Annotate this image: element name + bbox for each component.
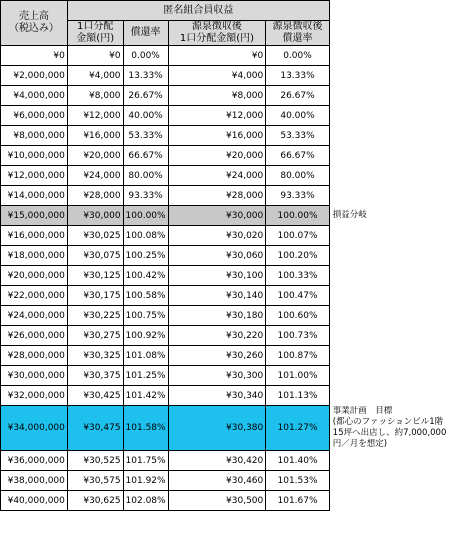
cell-sales: ¥28,000,000 <box>1 346 68 366</box>
cell-after-tax-distribution: ¥24,000 <box>168 166 266 186</box>
cell-after-tax-rate: 100.47% <box>266 286 330 306</box>
cell-after-tax-distribution: ¥28,000 <box>168 186 266 206</box>
cell-after-tax-distribution: ¥0 <box>168 46 266 66</box>
cell-distribution: ¥30,575 <box>67 471 123 491</box>
table-row <box>1 266 456 286</box>
cell-repay-rate: 101.25% <box>123 366 168 386</box>
cell-after-tax-rate: 100.73% <box>266 326 330 346</box>
row-note <box>329 471 455 491</box>
table-row <box>1 386 456 406</box>
row-note <box>329 166 455 186</box>
table-row <box>1 206 456 226</box>
table-row <box>1 471 456 491</box>
cell-repay-rate: 40.00% <box>123 106 168 126</box>
cell-after-tax-distribution: ¥16,000 <box>168 126 266 146</box>
cell-after-tax-distribution: ¥30,220 <box>168 326 266 346</box>
cell-distribution: ¥20,000 <box>67 146 123 166</box>
row-note <box>329 126 455 146</box>
cell-sales: ¥18,000,000 <box>1 246 68 266</box>
row-note <box>329 186 455 206</box>
cell-sales: ¥36,000,000 <box>1 451 68 471</box>
header-repay-rate: 償還率 <box>123 21 168 46</box>
cell-distribution: ¥30,125 <box>67 266 123 286</box>
row-note <box>329 306 455 326</box>
row-note <box>329 246 455 266</box>
row-note <box>329 366 455 386</box>
cell-repay-rate: 100.58% <box>123 286 168 306</box>
cell-repay-rate: 100.75% <box>123 306 168 326</box>
header-per-unit: 1口分配 金額(円) <box>67 21 123 46</box>
cell-sales: ¥40,000,000 <box>1 491 68 511</box>
row-note <box>329 326 455 346</box>
cell-sales: ¥26,000,000 <box>1 326 68 346</box>
cell-after-tax-rate: 53.33% <box>266 126 330 146</box>
row-note <box>329 86 455 106</box>
cell-after-tax-distribution: ¥30,020 <box>168 226 266 246</box>
row-note <box>329 491 455 511</box>
table-row <box>1 46 456 66</box>
cell-distribution: ¥30,000 <box>67 206 123 226</box>
cell-after-tax-distribution: ¥30,340 <box>168 386 266 406</box>
cell-distribution: ¥30,475 <box>67 406 123 451</box>
cell-after-tax-rate: 101.67% <box>266 491 330 511</box>
cell-repay-rate: 100.92% <box>123 326 168 346</box>
header-after-tax-per-unit: 源泉徴収後 1口分配金額(円) <box>168 21 266 46</box>
cell-after-tax-distribution: ¥30,180 <box>168 306 266 326</box>
cell-sales: ¥38,000,000 <box>1 471 68 491</box>
cell-sales: ¥6,000,000 <box>1 106 68 126</box>
cell-after-tax-rate: 40.00% <box>266 106 330 126</box>
cell-distribution: ¥0 <box>67 46 123 66</box>
row-note <box>329 386 455 406</box>
cell-after-tax-rate: 101.00% <box>266 366 330 386</box>
cell-sales: ¥22,000,000 <box>1 286 68 306</box>
table-row <box>1 406 456 451</box>
cell-sales: ¥34,000,000 <box>1 406 68 451</box>
cell-repay-rate: 100.08% <box>123 226 168 246</box>
table-row <box>1 366 456 386</box>
cell-repay-rate: 101.58% <box>123 406 168 451</box>
table-header <box>1 1 456 46</box>
row-note <box>329 266 455 286</box>
table-row <box>1 286 456 306</box>
cell-sales: ¥8,000,000 <box>1 126 68 146</box>
table-body <box>1 46 456 511</box>
cell-repay-rate: 100.25% <box>123 246 168 266</box>
cell-distribution: ¥12,000 <box>67 106 123 126</box>
table-row <box>1 306 456 326</box>
header-after-tax-rate: 源泉徴収後 償還率 <box>266 21 330 46</box>
table-row <box>1 126 456 146</box>
cell-after-tax-distribution: ¥12,000 <box>168 106 266 126</box>
cell-sales: ¥14,000,000 <box>1 186 68 206</box>
cell-distribution: ¥30,225 <box>67 306 123 326</box>
cell-after-tax-rate: 100.33% <box>266 266 330 286</box>
row-note: 損益分岐 <box>332 210 367 220</box>
row-note: 事業計画 目標 (都心のファッションビル1階15坪へ出店し、約7,000,000円／月を想定) <box>332 406 447 449</box>
cell-sales: ¥16,000,000 <box>1 226 68 246</box>
cell-distribution: ¥28,000 <box>67 186 123 206</box>
cell-repay-rate: 0.00% <box>123 46 168 66</box>
cell-sales: ¥0 <box>1 46 68 66</box>
cell-after-tax-distribution: ¥30,060 <box>168 246 266 266</box>
table-row <box>1 226 456 246</box>
cell-after-tax-rate: 101.27% <box>266 406 330 451</box>
cell-repay-rate: 101.42% <box>123 386 168 406</box>
cell-after-tax-rate: 101.40% <box>266 451 330 471</box>
row-note <box>329 46 455 66</box>
cell-after-tax-distribution: ¥30,000 <box>168 206 266 226</box>
cell-sales: ¥24,000,000 <box>1 306 68 326</box>
cell-after-tax-rate: 80.00% <box>266 166 330 186</box>
cell-repay-rate: 101.75% <box>123 451 168 471</box>
cell-sales: ¥32,000,000 <box>1 386 68 406</box>
cell-distribution: ¥30,075 <box>67 246 123 266</box>
table-row <box>1 326 456 346</box>
cell-after-tax-rate: 100.20% <box>266 246 330 266</box>
cell-after-tax-rate: 100.00% <box>266 206 330 226</box>
cell-sales: ¥4,000,000 <box>1 86 68 106</box>
cell-distribution: ¥30,175 <box>67 286 123 306</box>
cell-sales: ¥10,000,000 <box>1 146 68 166</box>
cell-distribution: ¥30,275 <box>67 326 123 346</box>
cell-distribution: ¥16,000 <box>67 126 123 146</box>
row-note <box>329 451 455 471</box>
cell-repay-rate: 102.08% <box>123 491 168 511</box>
table-row <box>1 66 456 86</box>
cell-after-tax-rate: 93.33% <box>266 186 330 206</box>
cell-sales: ¥12,000,000 <box>1 166 68 186</box>
cell-after-tax-distribution: ¥20,000 <box>168 146 266 166</box>
cell-after-tax-rate: 101.13% <box>266 386 330 406</box>
cell-after-tax-rate: 66.67% <box>266 146 330 166</box>
table-row <box>1 146 456 166</box>
cell-distribution: ¥8,000 <box>67 86 123 106</box>
table-row <box>1 186 456 206</box>
cell-after-tax-rate: 100.87% <box>266 346 330 366</box>
cell-repay-rate: 80.00% <box>123 166 168 186</box>
cell-after-tax-distribution: ¥30,100 <box>168 266 266 286</box>
cell-repay-rate: 13.33% <box>123 66 168 86</box>
cell-repay-rate: 101.92% <box>123 471 168 491</box>
cell-repay-rate: 100.00% <box>123 206 168 226</box>
row-note <box>329 106 455 126</box>
table-row <box>1 346 456 366</box>
cell-after-tax-distribution: ¥30,380 <box>168 406 266 451</box>
cell-after-tax-distribution: ¥30,140 <box>168 286 266 306</box>
cell-distribution: ¥30,425 <box>67 386 123 406</box>
cell-after-tax-distribution: ¥30,460 <box>168 471 266 491</box>
cell-after-tax-distribution: ¥30,260 <box>168 346 266 366</box>
cell-after-tax-rate: 100.60% <box>266 306 330 326</box>
cell-distribution: ¥30,325 <box>67 346 123 366</box>
cell-sales: ¥20,000,000 <box>1 266 68 286</box>
table-row <box>1 246 456 266</box>
cell-repay-rate: 100.42% <box>123 266 168 286</box>
row-note <box>329 346 455 366</box>
cell-repay-rate: 93.33% <box>123 186 168 206</box>
cell-sales: ¥15,000,000 <box>1 206 68 226</box>
cell-after-tax-rate: 101.53% <box>266 471 330 491</box>
cell-repay-rate: 101.08% <box>123 346 168 366</box>
header-group: 匿名組合員収益 <box>67 1 329 21</box>
cell-repay-rate: 26.67% <box>123 86 168 106</box>
cell-distribution: ¥24,000 <box>67 166 123 186</box>
cell-sales: ¥2,000,000 <box>1 66 68 86</box>
cell-after-tax-distribution: ¥30,300 <box>168 366 266 386</box>
table-row <box>1 166 456 186</box>
cell-sales: ¥30,000,000 <box>1 366 68 386</box>
cell-after-tax-distribution: ¥30,500 <box>168 491 266 511</box>
cell-repay-rate: 53.33% <box>123 126 168 146</box>
cell-distribution: ¥30,525 <box>67 451 123 471</box>
row-note <box>329 286 455 306</box>
cell-after-tax-rate: 0.00% <box>266 46 330 66</box>
row-note <box>329 226 455 246</box>
cell-distribution: ¥30,375 <box>67 366 123 386</box>
table-row <box>1 491 456 511</box>
cell-repay-rate: 66.67% <box>123 146 168 166</box>
table-row <box>1 106 456 126</box>
cell-after-tax-rate: 26.67% <box>266 86 330 106</box>
row-note <box>329 66 455 86</box>
table-row <box>1 451 456 471</box>
cell-after-tax-rate: 100.07% <box>266 226 330 246</box>
cell-after-tax-distribution: ¥8,000 <box>168 86 266 106</box>
row-note <box>329 146 455 166</box>
cell-distribution: ¥30,025 <box>67 226 123 246</box>
table-row <box>1 86 456 106</box>
cell-after-tax-distribution: ¥4,000 <box>168 66 266 86</box>
cell-after-tax-distribution: ¥30,420 <box>168 451 266 471</box>
cell-distribution: ¥30,625 <box>67 491 123 511</box>
cell-after-tax-rate: 13.33% <box>266 66 330 86</box>
header-sales: 売上高 （税込み） <box>1 1 68 46</box>
cell-distribution: ¥4,000 <box>67 66 123 86</box>
